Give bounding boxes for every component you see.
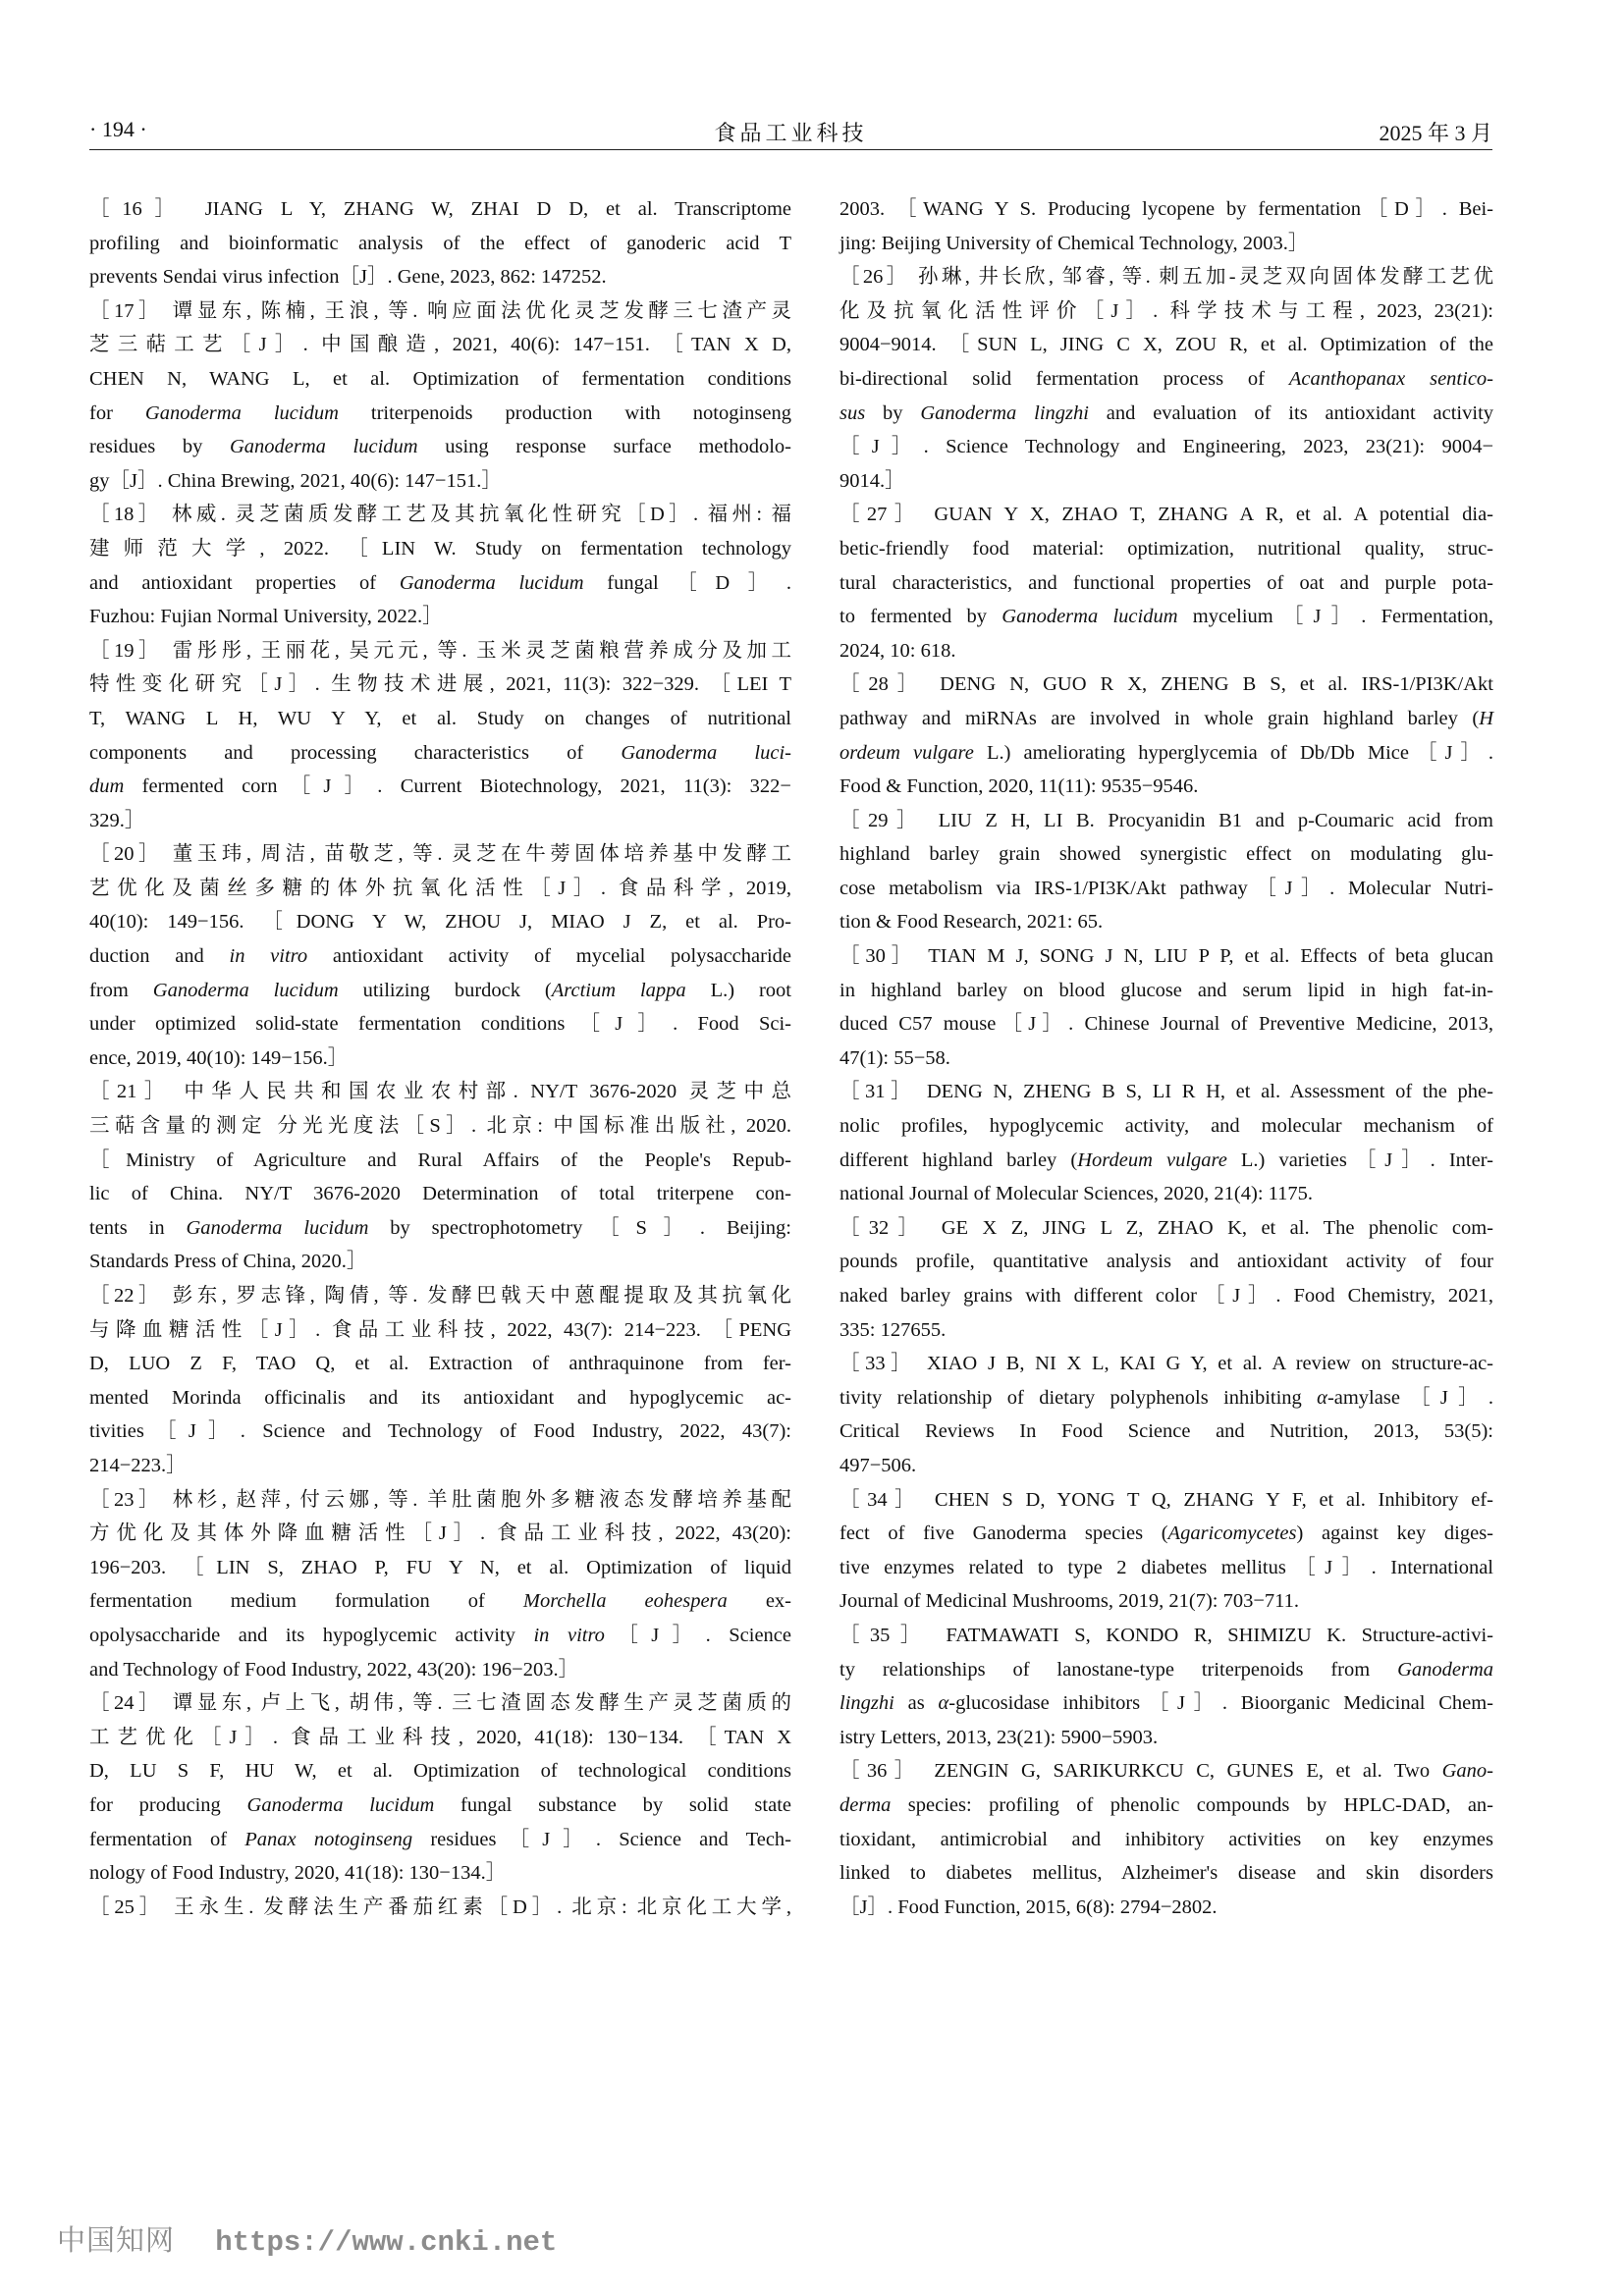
- reference-line: [89, 397, 791, 431]
- italic-text: dum: [89, 775, 125, 798]
- text-segment: -amylase［J］.: [1326, 1386, 1493, 1409]
- reference-line: [89, 974, 791, 1008]
- text-segment: ［27］ GUAN Y X, ZHAO T, ZHANG A R, et al. A potential dia-: [839, 504, 1493, 526]
- text-segment: from: [89, 979, 153, 1001]
- text-segment: fermentation of: [89, 1828, 245, 1850]
- text-segment: 工艺优化［J］. 食品工业科技, 2020, 41(18): 130−134. ［TAN X: [89, 1726, 791, 1748]
- italic-text: α: [938, 1692, 949, 1715]
- reference-line: [89, 464, 791, 499]
- reference-line: [89, 362, 791, 397]
- text-segment: ［26］ 孙琳, 井长欣, 邹睿, 等. 刺五加-灵芝双向固体发酵工艺优: [839, 266, 1493, 289]
- reference-line: [839, 1279, 1493, 1313]
- text-segment: ［33］ XIAO J B, NI X L, KAI G Y, et al. A review on structure-ac-: [839, 1353, 1493, 1375]
- text-segment: 497−506.: [839, 1454, 917, 1476]
- reference-line: [89, 260, 791, 294]
- text-segment: ［31］ DENG N, ZHENG B S, LI R H, et al. Assessment of the phe-: [839, 1081, 1493, 1103]
- italic-text: in vitro: [229, 945, 308, 968]
- reference-line: [89, 1619, 791, 1653]
- reference-line: [839, 430, 1493, 464]
- reference-line: [89, 872, 791, 906]
- text-segment: for: [89, 401, 145, 424]
- reference-line: [89, 498, 791, 532]
- watermark-url[interactable]: https://www.cnki.net: [215, 2226, 558, 2259]
- reference-line: [839, 397, 1493, 431]
- reference-entry: [839, 498, 1493, 667]
- text-segment: in highland barley on blood glucose and serum lipid in high fat-in-: [839, 979, 1493, 1001]
- reference-line: [89, 1313, 791, 1348]
- text-segment: duced C57 mouse［J］. Chinese Journal of Preventive Medicine, 2013,: [839, 1013, 1493, 1036]
- reference-line: [839, 1415, 1493, 1449]
- reference-line: [89, 430, 791, 464]
- text-segment: fermentation medium formulation of: [89, 1590, 523, 1613]
- italic-text: Hordeum vulgare: [1077, 1148, 1227, 1171]
- text-segment: ［18］ 林威. 灵芝菌质发酵工艺及其抗氧化性研究［D］. 福州: 福: [89, 504, 791, 526]
- text-segment: Standards Press of China, 2020.］: [89, 1251, 367, 1273]
- reference-line: [839, 1177, 1493, 1211]
- text-segment: mycelium［J］. Fermentation,: [1177, 606, 1494, 628]
- reference-line: [89, 1789, 791, 1823]
- reference-line: [89, 1245, 791, 1279]
- reference-line: [839, 1619, 1493, 1653]
- italic-text: Agaricomycetes: [1167, 1522, 1297, 1545]
- reference-line: [839, 837, 1493, 872]
- reference-line: [89, 770, 791, 804]
- text-segment: T, WANG L H, WU Y Y, et al. Study on changes of nutritional: [89, 707, 791, 729]
- reference-entry: [839, 1754, 1493, 1924]
- reference-line: [89, 192, 791, 227]
- reference-line: [89, 566, 791, 601]
- text-segment: utilizing burdock (: [338, 979, 552, 1001]
- reference-line: [839, 939, 1493, 974]
- reference-line: [839, 1823, 1493, 1857]
- text-segment: triterpenoids production with notoginseng: [338, 401, 791, 424]
- text-segment: naked barley grains with different color［J］. Food Chemistry, 2021,: [839, 1285, 1493, 1307]
- text-segment: jing: Beijing University of Chemical Technology, 2003.］: [839, 232, 1309, 254]
- italic-text: Ganoderma lucidum: [399, 571, 584, 594]
- reference-line: [89, 1686, 791, 1721]
- text-segment: betic-friendly food material: optimization, nutritional quality, struc-: [839, 537, 1493, 560]
- reference-line: [89, 328, 791, 362]
- reference-entry: [839, 260, 1493, 498]
- text-segment: ［28］ DENG N, GUO R X, ZHENG B S, et al. IRS-1/PI3K/Akt: [839, 673, 1493, 696]
- text-segment: residues［J］. Science and Tech-: [412, 1828, 792, 1850]
- reference-entry: [89, 294, 791, 499]
- issue-date: 2025 年 3 月: [1379, 121, 1492, 145]
- text-segment: ［22］ 彭东, 罗志锋, 陶倩, 等. 发酵巴戟天中蒽醌提取及其抗氧化: [89, 1285, 791, 1307]
- text-segment: 9004−9014. ［SUN L, JING C X, ZOU R, et al. Optimization of the: [839, 334, 1493, 356]
- text-segment: 9014.］: [839, 469, 905, 492]
- reference-line: [89, 1211, 791, 1246]
- text-segment: as: [893, 1692, 939, 1715]
- reference-line: [839, 1721, 1493, 1755]
- text-segment: ) against key diges-: [1296, 1522, 1493, 1545]
- reference-line: [839, 1075, 1493, 1109]
- reference-line: [839, 1517, 1493, 1551]
- text-segment: D, LU S F, HU W, et al. Optimization of technological conditions: [89, 1760, 791, 1783]
- reference-entry: [839, 1075, 1493, 1210]
- text-segment: tivities［J］. Science and Technology of Food Industry, 2022, 43(7):: [89, 1420, 791, 1443]
- text-segment: ［29］ LIU Z H, LI B. Procyanidin B1 and p-Coumaric acid from: [839, 809, 1493, 831]
- text-segment: L.) varieties［J］. Inter-: [1226, 1148, 1493, 1171]
- references-column-right: [839, 192, 1493, 1924]
- text-segment: ［34］ CHEN S D, YONG T Q, ZHANG Y F, et al. Inhibitory ef-: [839, 1488, 1493, 1511]
- text-segment: profiling and bioinformatic analysis of the effect of ganoderic acid T: [89, 232, 791, 254]
- reference-line: [839, 974, 1493, 1008]
- reference-line: [839, 532, 1493, 566]
- reference-line: [89, 1721, 791, 1755]
- italic-text: Ganoderma lucidum: [229, 436, 418, 458]
- text-segment: lic of China. NY/T 3676-2020 Determination of total triterpene con-: [89, 1183, 791, 1205]
- text-segment: mented Morinda officinalis and its antioxidant and hypoglycemic ac-: [89, 1386, 791, 1409]
- reference-line: [839, 1313, 1493, 1348]
- reference-line: [89, 736, 791, 771]
- reference-entry: [839, 804, 1493, 939]
- italic-text: Ganoderma lucidum: [186, 1216, 369, 1239]
- running-header: [89, 111, 1492, 148]
- text-segment: 335: 127655.: [839, 1318, 947, 1341]
- watermark-site-name: 中国知网: [57, 2223, 176, 2257]
- text-segment: Journal of Medicinal Mushrooms, 2019, 21(7): 703−711.: [839, 1590, 1300, 1613]
- reference-line: [839, 566, 1493, 601]
- reference-line: [89, 1584, 791, 1619]
- italic-text: ordeum vulgare: [839, 741, 974, 764]
- italic-text: Gano-: [1441, 1760, 1493, 1783]
- text-segment: ［23］ 林杉, 赵萍, 付云娜, 等. 羊肚菌胞外多糖液态发酵培养基配: [89, 1488, 791, 1511]
- reference-line: [839, 1211, 1493, 1246]
- reference-line: [839, 294, 1493, 329]
- text-segment: ［20］ 董玉玮, 周洁, 苗敬芝, 等. 灵芝在牛蒡固体培养基中发酵工: [89, 843, 791, 866]
- text-segment: antioxidant activity of mycelial polysaccharide: [307, 945, 792, 968]
- reference-entry: [89, 1075, 791, 1279]
- reference-line: [89, 1381, 791, 1415]
- text-segment: L.) root: [685, 979, 791, 1001]
- reference-line: [839, 260, 1493, 294]
- reference-line: [839, 905, 1493, 939]
- reference-entry: [89, 1891, 791, 1925]
- reference-line: [89, 1449, 791, 1483]
- reference-line: [839, 464, 1493, 499]
- reference-line: [89, 1891, 791, 1925]
- reference-entry: [89, 1279, 791, 1483]
- reference-line: [89, 905, 791, 939]
- text-segment: ［16］ JIANG L Y, ZHANG W, ZHAI D D, et al. Transcriptome: [89, 198, 791, 220]
- italic-text: Ganoderma lucidum: [246, 1793, 435, 1816]
- text-segment: Food & Function, 2020, 11(11): 9535−9546.: [839, 775, 1199, 798]
- reference-entry: [839, 939, 1493, 1075]
- text-segment: 三萜含量的测定 分光光度法［S］. 北京: 中国标准出版社, 2020.: [89, 1115, 791, 1138]
- text-segment: residues by: [89, 436, 230, 458]
- text-segment: 与降血糖活性［J］. 食品工业科技, 2022, 43(7): 214−223. ［PENG: [89, 1318, 791, 1341]
- italic-text: Panax notoginseng: [244, 1828, 413, 1850]
- reference-line: [839, 1449, 1493, 1483]
- reference-line: [839, 227, 1493, 261]
- text-segment: by spectrophotometry［S］. Beijing:: [368, 1216, 791, 1239]
- text-segment: fermented corn［J］. Current Biotechnology, 2021, 11(3): 322−: [124, 775, 791, 798]
- reference-entry: [89, 498, 791, 633]
- page-number: · 194 ·: [89, 117, 147, 141]
- reference-line: [839, 1041, 1493, 1076]
- text-segment: ［J］. Food Function, 2015, 6(8): 2794−2802.: [839, 1896, 1218, 1918]
- italic-text: Ganoderma lingzhi: [920, 401, 1089, 424]
- reference-line: [839, 770, 1493, 804]
- reference-line: [839, 1551, 1493, 1585]
- reference-line: [89, 1041, 791, 1076]
- text-segment: nology of Food Industry, 2020, 41(18): 130−134.］: [89, 1862, 507, 1885]
- reference-entry: [89, 837, 791, 1075]
- reference-line: [839, 600, 1493, 634]
- reference-line: [89, 1517, 791, 1551]
- text-segment: national Journal of Molecular Sciences, 2020, 21(4): 1175.: [839, 1183, 1314, 1205]
- reference-line: [839, 872, 1493, 906]
- reference-line: [89, 1347, 791, 1381]
- reference-line: [89, 1483, 791, 1518]
- reference-entry: [839, 192, 1493, 260]
- reference-line: [89, 1109, 791, 1144]
- reference-line: [89, 1551, 791, 1585]
- text-segment: ［36］ ZENGIN G, SARIKURKCU C, GUNES E, et al. Two: [839, 1760, 1442, 1783]
- text-segment: fungal［D］.: [583, 571, 791, 594]
- journal-title: 食品工业科技: [714, 121, 868, 145]
- text-segment: Critical Reviews In Food Science and Nutrition, 2013, 53(5):: [839, 1420, 1493, 1443]
- text-segment: gy［J］. China Brewing, 2021, 40(6): 147−151.］: [89, 469, 502, 492]
- reference-line: [839, 498, 1493, 532]
- text-segment: ［19］ 雷彤彤, 王丽花, 吴元元, 等. 玉米灵芝菌粮营养成分及加工: [89, 639, 791, 662]
- text-segment: highland barley grain showed synergistic effect on modulating glu-: [839, 843, 1493, 866]
- text-segment: -glucosidase inhibitors［J］. Bioorganic Medicinal Chem-: [948, 1692, 1493, 1715]
- reference-line: [839, 634, 1493, 668]
- reference-entry: [839, 667, 1493, 803]
- reference-line: [839, 1347, 1493, 1381]
- text-segment: Fuzhou: Fujian Normal University, 2022.］: [89, 606, 443, 628]
- reference-line: [839, 1856, 1493, 1891]
- reference-line: [839, 1686, 1493, 1721]
- text-segment: opolysaccharide and its hypoglycemic activity: [89, 1624, 534, 1646]
- reference-line: [839, 1381, 1493, 1415]
- reference-line: [89, 1144, 791, 1178]
- reference-line: [839, 362, 1493, 397]
- reference-line: [89, 1007, 791, 1041]
- text-segment: ence, 2019, 40(10): 149−156.］: [89, 1046, 349, 1069]
- italic-text: Acanthopanax sentico-: [1288, 367, 1494, 390]
- text-segment: and antioxidant properties of: [89, 571, 400, 594]
- reference-line: [89, 1823, 791, 1857]
- text-segment: pathway and miRNAs are involved in whole grain highland barley (: [839, 707, 1480, 729]
- italic-text: derma: [839, 1793, 892, 1816]
- text-segment: 47(1): 55−58.: [839, 1046, 950, 1069]
- reference-line: [89, 1279, 791, 1313]
- reference-line: [839, 667, 1493, 702]
- text-segment: 方优化及其体外降血糖活性［J］. 食品工业科技, 2022, 43(20):: [89, 1522, 791, 1545]
- text-segment: ［J］. Science: [604, 1624, 791, 1646]
- reference-line: [839, 1891, 1493, 1925]
- text-segment: 艺优化及菌丝多糖的体外抗氧化活性［J］. 食品科学, 2019,: [89, 877, 791, 899]
- italic-text: sus: [839, 401, 866, 424]
- text-segment: 214−223.］: [89, 1454, 187, 1476]
- reference-line: [839, 1483, 1493, 1518]
- text-segment: 329.］: [89, 809, 145, 831]
- reference-line: [89, 804, 791, 838]
- text-segment: and Technology of Food Industry, 2022, 43(20): 196−203.］: [89, 1658, 579, 1681]
- italic-text: in vitro: [533, 1624, 605, 1646]
- reference-line: [89, 667, 791, 702]
- text-segment: tioxidant, antimicrobial and inhibitory activities on key enzymes: [839, 1828, 1493, 1850]
- text-segment: ［17］ 谭显东, 陈楠, 王浪, 等. 响应面法优化灵芝发酵三七渣产灵: [89, 299, 791, 322]
- text-segment: cose metabolism via IRS-1/PI3K/Akt pathway［J］. Molecular Nutri-: [839, 877, 1493, 899]
- reference-line: [89, 1075, 791, 1109]
- text-segment: and evaluation of its antioxidant activity: [1088, 401, 1494, 424]
- text-segment: fect of five Ganoderma species (: [839, 1522, 1168, 1545]
- text-segment: 40(10): 149−156. ［DONG Y W, ZHOU J, MIAO J Z, et al. Pro-: [89, 911, 791, 934]
- reference-line: [89, 837, 791, 872]
- text-segment: ［Ministry of Agriculture and Rural Affairs of the People's Repub-: [89, 1148, 791, 1171]
- reference-line: [89, 702, 791, 736]
- reference-line: [89, 1754, 791, 1789]
- text-segment: prevents Sendai virus infection［J］. Gene, 2023, 862: 147252.: [89, 266, 607, 289]
- reference-entry: [839, 1347, 1493, 1482]
- text-segment: ［30］ TIAN M J, SONG J N, LIU P P, et al. Effects of beta glucan: [839, 945, 1493, 968]
- text-segment: ［35］ FATMAWATI S, KONDO R, SHIMIZU K. Structure-activi-: [839, 1624, 1493, 1646]
- text-segment: L.) ameliorating hyperglycemia of Db/Db Mice［J］.: [973, 741, 1493, 764]
- text-segment: by: [865, 401, 921, 424]
- reference-line: [839, 1109, 1493, 1144]
- text-segment: to fermented by: [839, 606, 1002, 628]
- text-segment: 2024, 10: 618.: [839, 639, 956, 662]
- italic-text: H: [1479, 707, 1493, 729]
- text-segment: pounds profile, quantitative analysis and antioxidant activity of four: [839, 1251, 1493, 1273]
- text-segment: using response surface methodolo-: [417, 436, 791, 458]
- text-segment: species: profiling of phenolic compounds by HPLC-DAD, an-: [891, 1793, 1493, 1816]
- italic-text: Ganoderma luci-: [621, 741, 791, 764]
- reference-entry: [89, 192, 791, 294]
- text-segment: ex-: [727, 1590, 791, 1613]
- reference-line: [839, 702, 1493, 736]
- reference-entry: [839, 1211, 1493, 1347]
- reference-line: [89, 634, 791, 668]
- text-segment: tive enzymes related to type 2 diabetes mellitus［J］. International: [839, 1556, 1493, 1578]
- italic-text: Morchella eohespera: [522, 1590, 728, 1613]
- reference-line: [89, 227, 791, 261]
- text-segment: D, LUO Z F, TAO Q, et al. Extraction of anthraquinone from fer-: [89, 1353, 791, 1375]
- references-column-left: [89, 192, 791, 1924]
- italic-text: Ganoderma lucidum: [152, 979, 339, 1001]
- text-segment: 芝三萜工艺［J］. 中国酿造, 2021, 40(6): 147−151. ［TAN X D,: [89, 334, 791, 356]
- reference-entry: [89, 1686, 791, 1891]
- text-segment: components and processing characteristics of: [89, 741, 622, 764]
- text-segment: ［25］ 王永生. 发酵法生产番茄红素［D］. 北京: 北京化工大学,: [89, 1896, 791, 1918]
- reference-line: [839, 1584, 1493, 1619]
- reference-line: [839, 192, 1493, 227]
- reference-line: [89, 1856, 791, 1891]
- reference-entry: [839, 1483, 1493, 1619]
- italic-text: Ganoderma: [1397, 1658, 1493, 1681]
- text-segment: 2003. ［WANG Y S. Producing lycopene by fermentation［D］. Bei-: [839, 198, 1493, 220]
- text-segment: bi-directional solid fermentation process of: [839, 367, 1289, 390]
- text-segment: tivity relationship of dietary polyphenols inhibiting: [839, 1386, 1318, 1409]
- text-segment: ty relationships of lanostane-type triterpenoids from: [839, 1658, 1398, 1681]
- reference-line: [839, 1789, 1493, 1823]
- reference-line: [89, 600, 791, 634]
- text-segment: different highland barley (: [839, 1148, 1078, 1171]
- text-segment: nolic profiles, hypoglycemic activity, and molecular mechanism of: [839, 1115, 1493, 1138]
- reference-line: [89, 294, 791, 329]
- reference-line: [839, 1144, 1493, 1178]
- reference-entry: [839, 1619, 1493, 1754]
- italic-text: α: [1317, 1386, 1327, 1409]
- text-segment: duction and: [89, 945, 230, 968]
- italic-text: lingzhi: [839, 1692, 894, 1715]
- italic-text: Arctium lappa: [551, 979, 686, 1001]
- text-segment: CHEN N, WANG L, et al. Optimization of fermentation conditions: [89, 367, 791, 390]
- italic-text: Ganoderma lucidum: [1001, 606, 1178, 628]
- reference-line: [839, 1245, 1493, 1279]
- reference-entry: [89, 1483, 791, 1687]
- text-segment: linked to diabetes mellitus, Alzheimer's disease and skin disorders: [839, 1862, 1493, 1885]
- reference-line: [89, 939, 791, 974]
- text-segment: tion & Food Research, 2021: 65.: [839, 911, 1104, 934]
- reference-line: [839, 1007, 1493, 1041]
- text-segment: fungal substance by solid state: [434, 1793, 792, 1816]
- reference-line: [839, 1754, 1493, 1789]
- text-segment: 化及抗氧化活性评价［J］. 科学技术与工程, 2023, 23(21):: [839, 299, 1493, 322]
- reference-line: [839, 804, 1493, 838]
- text-segment: ［21］ 中华人民共和国农业农村部. NY/T 3676-2020 灵芝中总: [89, 1081, 791, 1103]
- reference-line: [839, 328, 1493, 362]
- italic-text: Ganoderma lucidum: [144, 401, 339, 424]
- reference-entry: [89, 634, 791, 838]
- text-segment: 建师范大学, 2022. ［LIN W. Study on fermentation technology: [89, 537, 791, 560]
- reference-line: [839, 736, 1493, 771]
- text-segment: 特性变化研究［J］. 生物技术进展, 2021, 11(3): 322−329. ［LEI T: [89, 673, 791, 696]
- reference-line: [89, 1653, 791, 1687]
- text-segment: tents in: [89, 1216, 187, 1239]
- header-rule: [89, 149, 1492, 150]
- text-segment: 196−203. ［LIN S, ZHAO P, FU Y N, et al. Optimization of liquid: [89, 1556, 791, 1578]
- reference-line: [89, 1415, 791, 1449]
- text-segment: ［24］ 谭显东, 卢上飞, 胡伟, 等. 三七渣固态发酵生产灵芝菌质的: [89, 1692, 791, 1715]
- cnki-watermark: [57, 2218, 557, 2259]
- reference-line: [839, 1653, 1493, 1687]
- text-segment: for producing: [89, 1793, 247, 1816]
- text-segment: ［32］ GE X Z, JING L Z, ZHAO K, et al. The phenolic com-: [839, 1216, 1493, 1239]
- reference-line: [89, 532, 791, 566]
- text-segment: tural characteristics, and functional properties of oat and purple pota-: [839, 571, 1493, 594]
- reference-line: [89, 1177, 791, 1211]
- text-segment: under optimized solid-state fermentation conditions［J］. Food Sci-: [89, 1013, 791, 1036]
- text-segment: ［J］. Science Technology and Engineering, 2023, 23(21): 9004−: [839, 436, 1493, 458]
- text-segment: istry Letters, 2013, 23(21): 5900−5903.: [839, 1726, 1159, 1748]
